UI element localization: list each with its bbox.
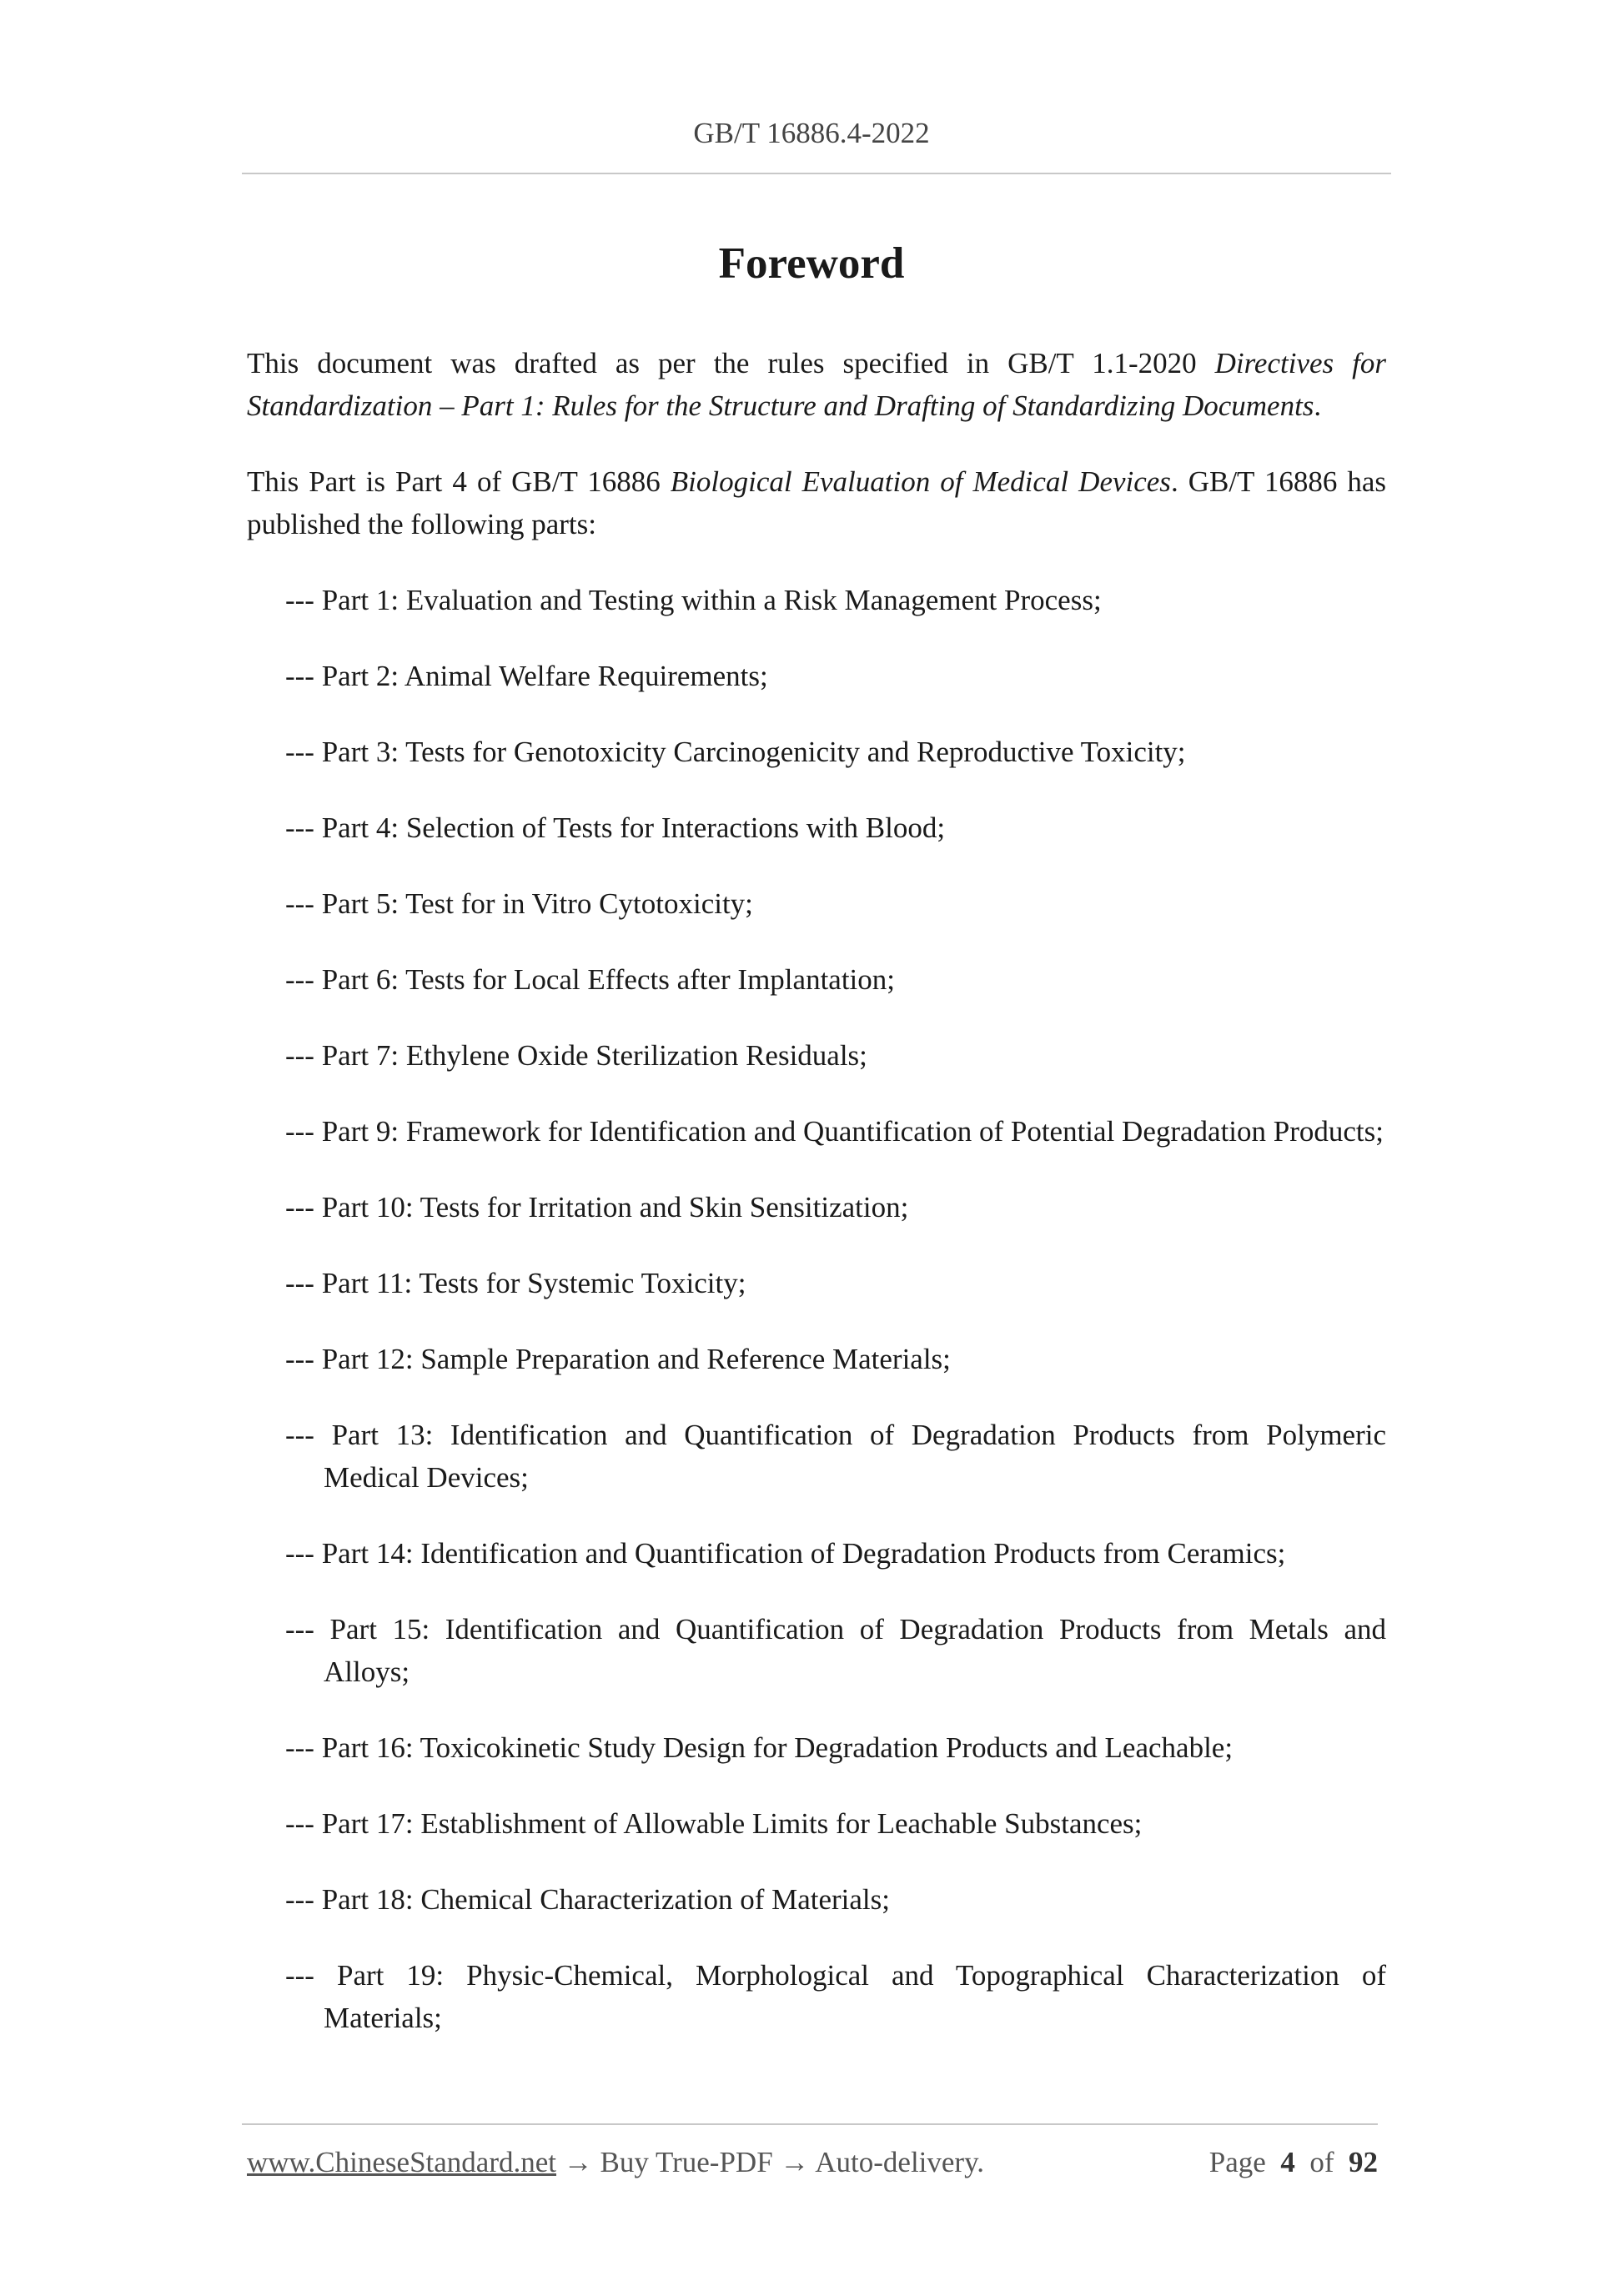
delivery-text: Auto-delivery. bbox=[815, 2146, 985, 2178]
footer-divider bbox=[242, 2123, 1378, 2125]
list-item: --- Part 11: Tests for Systemic Toxicity; bbox=[285, 1267, 746, 1299]
paragraph-text: This Part is Part 4 of GB/T 16886 bbox=[247, 465, 671, 498]
total-pages: 92 bbox=[1349, 2146, 1378, 2178]
document-body bbox=[247, 342, 1386, 2072]
list-item: --- Part 12: Sample Preparation and Reference Materials; bbox=[285, 1343, 951, 1375]
paragraph-text: . GB/T 16886 has published the following parts: bbox=[247, 465, 1387, 540]
list-item: --- Part 13: Identification and Quantification of Degradation Products from Polymeric Medical Devices; bbox=[285, 1419, 1386, 1494]
list-item: --- Part 1: Evaluation and Testing within a Risk Management Process; bbox=[285, 584, 1102, 616]
page-title: Foreword bbox=[718, 239, 905, 288]
paragraph-text: . bbox=[1314, 389, 1322, 422]
footer-promo bbox=[247, 2146, 984, 2179]
parts-list bbox=[247, 579, 1386, 2039]
page-number bbox=[1209, 2146, 1378, 2179]
series-title: Biological Evaluation of Medical Devices bbox=[670, 465, 1171, 498]
list-item: --- Part 3: Tests for Genotoxicity Carcinogenicity and Reproductive Toxicity; bbox=[285, 736, 1186, 768]
arrow-right-icon: → bbox=[563, 2146, 593, 2178]
buy-text: Buy True-PDF bbox=[600, 2146, 773, 2178]
list-item: --- Part 7: Ethylene Oxide Sterilization Residuals; bbox=[285, 1039, 867, 1072]
list-item: --- Part 2: Animal Welfare Requirements; bbox=[285, 660, 768, 692]
list-item: --- Part 10: Tests for Irritation and Skin Sensitization; bbox=[285, 1191, 909, 1223]
list-item: --- Part 14: Identification and Quantification of Degradation Products from Ceramics; bbox=[285, 1537, 1286, 1570]
referenced-title: Directives for Standardization – Part 1: Rules for the Structure and Drafting of Standardizing Documents bbox=[247, 347, 1386, 422]
list-item: --- Part 18: Chemical Characterization of Materials; bbox=[285, 1883, 891, 1916]
arrow-right-icon: → bbox=[780, 2146, 810, 2178]
page-of-label: of bbox=[1309, 2146, 1334, 2178]
list-item: --- Part 5: Test for in Vitro Cytotoxicity; bbox=[285, 887, 753, 920]
series-intro-paragraph bbox=[247, 460, 1386, 545]
website-link[interactable]: www.ChineseStandard.net bbox=[247, 2146, 556, 2178]
page-label: Page bbox=[1208, 2146, 1266, 2178]
header-divider bbox=[242, 173, 1391, 174]
current-page: 4 bbox=[1280, 2146, 1295, 2178]
list-item: --- Part 15: Identification and Quantification of Degradation Products from Metals and Alloys; bbox=[285, 1613, 1386, 1688]
list-item: --- Part 17: Establishment of Allowable Limits for Leachable Substances; bbox=[285, 1807, 1143, 1840]
paragraph-text: This document was drafted as per the rules specified in GB/T 1.1-2020 bbox=[247, 347, 1215, 379]
list-item: --- Part 9: Framework for Identification and Quantification of Potential Degradation Products; bbox=[285, 1115, 1384, 1148]
list-item: --- Part 19: Physic-Chemical, Morphological and Topographical Characterization of Materials; bbox=[285, 1959, 1386, 2034]
list-item: --- Part 6: Tests for Local Effects after Implantation; bbox=[285, 963, 896, 996]
drafting-rules-paragraph bbox=[247, 342, 1386, 427]
list-item: --- Part 16: Toxicokinetic Study Design for Degradation Products and Leachable; bbox=[285, 1731, 1234, 1764]
list-item: --- Part 4: Selection of Tests for Interactions with Blood; bbox=[285, 811, 946, 844]
document-number-header: GB/T 16886.4-2022 bbox=[693, 117, 930, 149]
